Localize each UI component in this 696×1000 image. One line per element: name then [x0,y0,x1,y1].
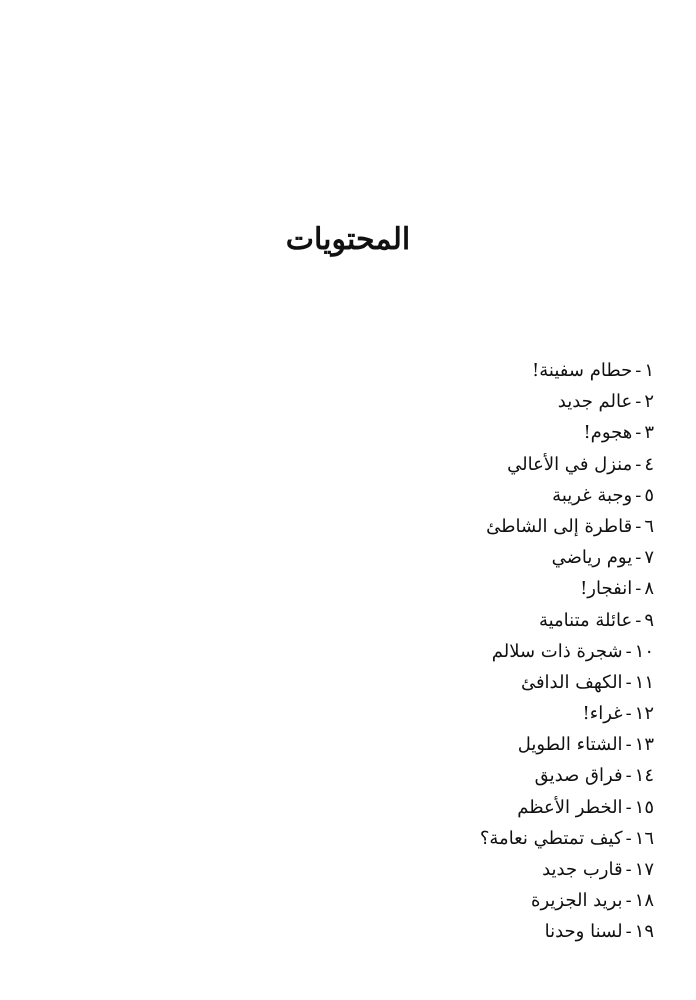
toc-entry-title: الشتاء الطويل [517,734,623,756]
toc-entry [174,916,654,947]
toc-entry-title: قارب جديد [542,859,623,880]
toc-entry-separator: - [635,578,642,600]
toc-entry-title: عائلة متنامية [538,609,633,631]
toc-entry-number: ٤ [644,453,654,475]
toc-entry [174,885,654,916]
toc-entry-separator: - [635,422,642,444]
toc-entry-title: وجبة غريبة [552,484,633,506]
toc-entry-number: ٦ [644,515,654,537]
toc-entry-title: انفجار! [580,578,633,600]
toc-entry-separator: - [635,360,642,381]
toc-entry-title: منزل في الأعالي [507,453,633,475]
toc-entry [174,573,654,604]
toc-entry-title: بريد الجزيرة [531,890,623,912]
toc-entry-number: ١٦ [634,827,654,849]
toc-entry-number: ٩ [644,609,654,631]
toc-entry-separator: - [625,640,632,662]
toc-entry-separator: - [635,484,642,506]
toc-entry-number: ٧ [644,547,654,569]
toc-entry-separator: - [635,547,642,569]
table-of-contents [174,355,654,948]
toc-entry [174,667,654,698]
toc-entry [174,729,654,760]
page-title: المحتويات [285,222,411,257]
toc-entry-separator: - [625,734,632,756]
toc-entry-title: هجوم! [583,422,633,444]
toc-entry-separator: - [625,765,632,787]
toc-entry-separator: - [625,859,632,880]
toc-entry-separator: - [625,703,632,725]
toc-entry-number: ١٩ [634,921,654,943]
toc-entry-title: شجرة ذات سلالم [491,640,623,662]
toc-entry-number: ٥ [644,484,654,506]
toc-entry-separator: - [635,453,642,475]
toc-entry-title: لسنا وحدنا [544,921,623,943]
toc-entry [174,355,654,386]
toc-entry [174,792,654,823]
toc-entry-title: غراء! [582,703,623,725]
toc-entry [174,386,654,417]
toc-entry [174,636,654,667]
toc-entry-title: حطام سفينة! [532,360,633,381]
toc-entry-number: ١٤ [634,765,654,787]
toc-entry-number: ١٨ [634,890,654,912]
toc-entry-title: الكهف الدافئ [520,671,623,693]
toc-entry-title: يوم رياضي [551,547,633,569]
toc-entry [174,854,654,885]
toc-entry-title: قاطرة إلى الشاطئ [486,515,633,537]
toc-entry-separator: - [625,827,632,849]
toc-entry [174,760,654,791]
toc-entry-title: الخطر الأعظم [517,796,623,818]
toc-entry-number: ١٥ [634,796,654,818]
toc-entry-separator: - [625,890,632,912]
toc-entry-title: عالم جديد [557,391,633,413]
toc-entry-number: ١ [644,360,654,381]
toc-entry [174,698,654,729]
toc-entry-title: فراق صديق [534,765,623,787]
toc-entry-number: ٣ [644,422,654,444]
toc-entry-number: ١٢ [634,703,654,725]
toc-entry-separator: - [635,391,642,413]
toc-entry [174,449,654,480]
toc-entry [174,417,654,448]
toc-entry [174,823,654,854]
toc-entry-number: ١٣ [634,734,654,756]
toc-entry-separator: - [635,609,642,631]
toc-entry-number: ١٠ [634,640,654,662]
toc-entry-separator: - [625,921,632,943]
toc-entry-number: ٨ [644,578,654,600]
toc-entry [174,480,654,511]
toc-entry [174,605,654,636]
toc-entry-title: كيف تمتطي نعامة؟ [479,827,623,849]
toc-entry [174,542,654,573]
toc-entry-separator: - [625,796,632,818]
toc-entry-separator: - [635,515,642,537]
toc-entry-number: ١٧ [634,859,654,880]
toc-entry-separator: - [625,671,632,693]
toc-entry [174,511,654,542]
toc-entry-number: ١١ [634,671,654,693]
toc-entry-number: ٢ [644,391,654,413]
